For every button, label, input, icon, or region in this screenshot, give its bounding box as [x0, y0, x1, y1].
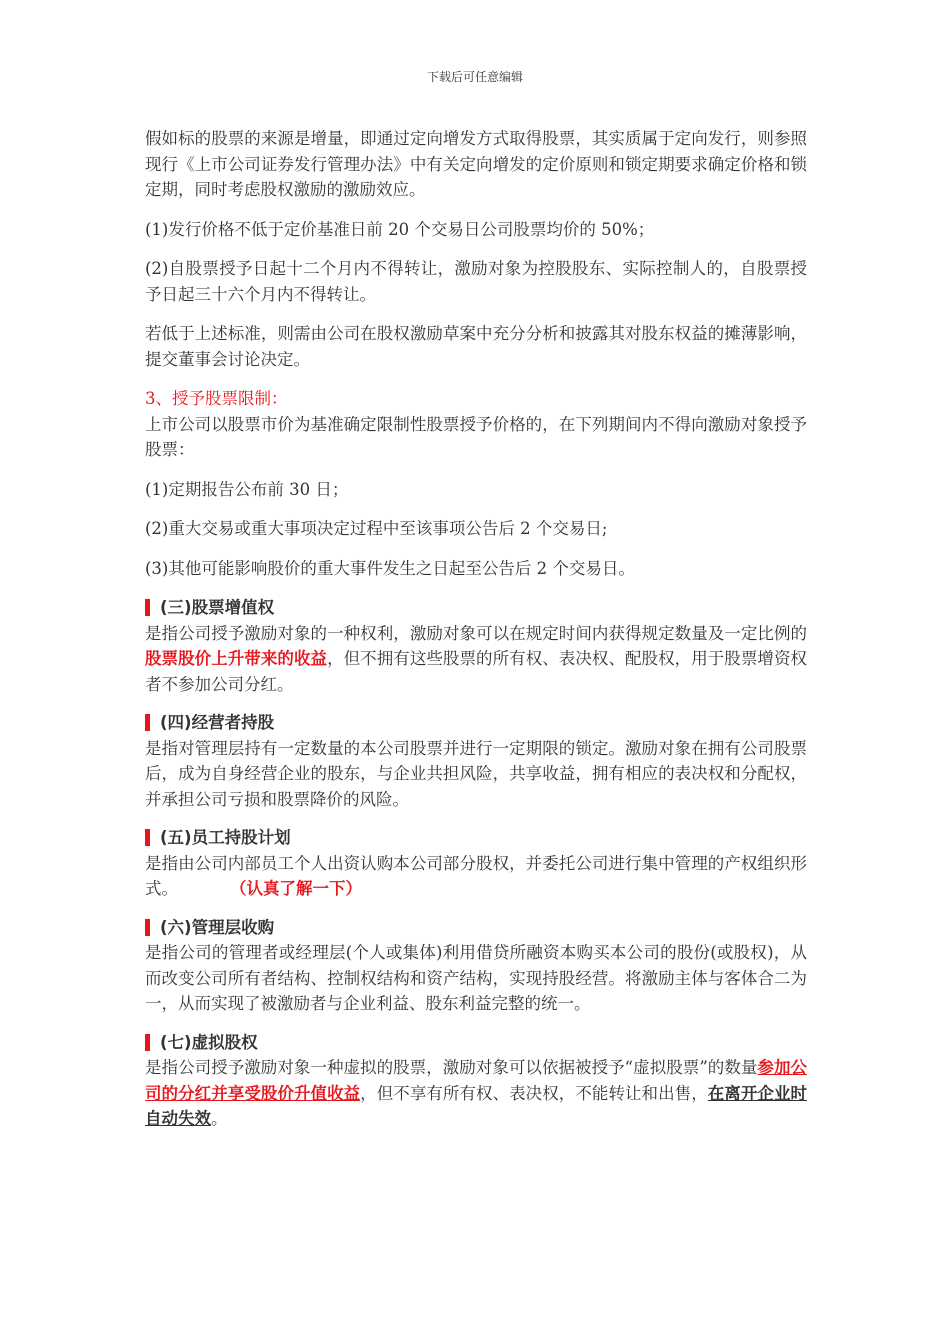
- section-stock-appreciation-body: 是指公司授予激励对象的一种权利，激励对象可以在规定时间内获得规定数量及一定比例的股票股价上升带来的收益，但不拥有这些股票的所有权、表决权、配股权，用于股票增资权者不参加公司分红。: [145, 623, 808, 694]
- paragraph-intro: 假如标的股票的来源是增量，即通过定向增发方式取得股票，其实质属于定向发行，则参照现行《上市公司证券发行管理办法》中有关定向增发的定价原则和锁定期要求确定价格和锁定期，同时考虑股权激励的激励效应。: [145, 129, 807, 199]
- red-bar-marker: [145, 829, 150, 846]
- underlined-text: 在离开企业时自动失效: [145, 1083, 808, 1128]
- section-esop-body: 是指由公司内部员工个人出资认购本公司部分股权，并委托公司进行集中管理的产权组织形式。 （认真了解一下）: [145, 853, 807, 898]
- section-stock-appreciation-heading: [145, 595, 807, 621]
- section-manager-holding-heading: [145, 710, 807, 736]
- section-3-item-3: (3)其他可能影响股价的重大事件发生之日起至公告后 2 个交易日。: [145, 558, 635, 578]
- section-title: (六)管理层收购: [160, 917, 275, 937]
- paragraph-rule-2: (2)自股票授予日起十二个月内不得转让，激励对象为控股股东、实际控制人的，自股票授予日起三十六个月内不得转让。: [145, 259, 807, 304]
- section-title: (四)经营者持股: [160, 713, 275, 732]
- section-title: (七)虚拟股权: [160, 1032, 258, 1052]
- document-body: [145, 126, 807, 1132]
- section-virtual-equity-body: 是指公司授予激励对象一种虚拟的股票，激励对象可以依据被授予“虚拟股票”的数量参加公司的分红并享受股价升值收益，但不享有所有权、表决权，不能转让和出售，在离开企业时自动失效。: [145, 1058, 808, 1128]
- note-text: （认真了解一下）: [230, 879, 362, 898]
- highlight-text: 参加公司的分红并享受股价升值收益: [145, 1058, 808, 1103]
- section-manager-holding-body: 是指对管理层持有一定数量的本公司股票并进行一定期限的锁定。激励对象在拥有公司股票后，成为自身经营企业的股东，与企业共担风险，共享收益，拥有相应的表决权和分配权，并承担公司亏损和股票降价的风险。: [145, 738, 807, 809]
- section-3-body: 上市公司以股票市价为基准确定限制性股票授予价格的，在下列期间内不得向激励对象授予股票：: [145, 414, 807, 459]
- red-bar-marker: [145, 599, 150, 616]
- section-virtual-equity-heading: [145, 1030, 807, 1056]
- paragraph-rule-1: (1)发行价格不低于定价基准日前 20 个交易日公司股票均价的 50%；: [145, 219, 655, 239]
- section-mbo-body: 是指公司的管理者或经理层(个人或集体)利用借贷所融资本购买本公司的股份(或股权)，从而改变公司所有者结构、控制权结构和资产结构，实现持股经营。将激励主体与客体合二为一，从而实现了被激励者与企业利益、股东利益完整的统一。: [145, 943, 807, 1013]
- highlight-text: 股票股价上升带来的收益: [145, 649, 328, 668]
- section-title: (三)股票增值权: [160, 598, 275, 617]
- section-mbo-heading: [145, 915, 807, 941]
- section-3-title: 3、授予股票限制：: [145, 389, 288, 408]
- section-3-item-1: (1)定期报告公布前 30 日；: [145, 479, 349, 499]
- red-bar-marker: [145, 1034, 150, 1051]
- section-title: (五)员工持股计划: [160, 828, 291, 847]
- section-esop-heading: [145, 825, 807, 851]
- page-header: 下载后可任意编辑: [426, 70, 523, 84]
- red-bar-marker: [145, 919, 150, 936]
- red-bar-marker: [145, 714, 150, 731]
- paragraph-fallback: 若低于上述标准，则需由公司在股权激励草案中充分分析和披露其对股东权益的摊薄影响，提交董事会讨论决定。: [145, 324, 807, 369]
- section-3-item-2: (2)重大交易或重大事项决定过程中至该事项公告后 2 个交易日;: [145, 519, 608, 538]
